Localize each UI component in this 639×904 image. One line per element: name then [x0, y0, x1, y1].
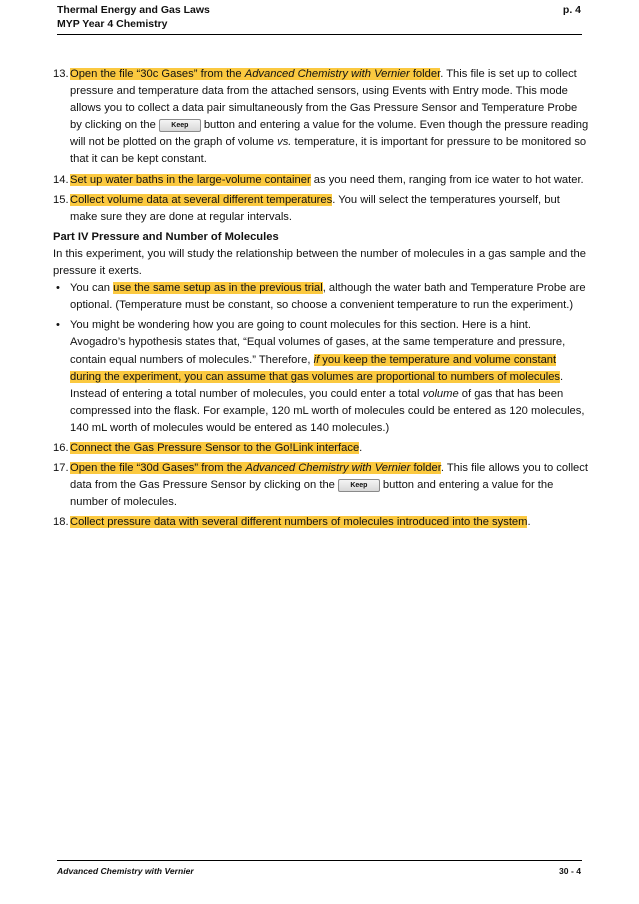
highlight: Collect pressure data with several different numbers of molecules introduced into the system [70, 516, 528, 529]
step-text: Collect volume data at several different temperatures. You will select the temperatures yourself, but make sure they are done at regular intervals. [70, 193, 560, 223]
intro-paragraph: In this experiment, you will study the relationship between the number of molecules in a gas sample and the pressure it exerts. [53, 247, 586, 278]
step-17 [53, 460, 589, 511]
bullet-item [53, 317, 589, 437]
step-number: 15. [53, 193, 69, 206]
keep-button-image: Keep [338, 479, 380, 492]
highlight: Set up water baths in the large-volume container [70, 173, 311, 186]
highlight: Connect the Gas Pressure Sensor to the Go!Link interface [70, 441, 360, 454]
step-15 [53, 192, 589, 226]
bullet-text: You can use the same setup as in the previous trial, although the water bath and Temperature Probe are optional. (Temperature must be constant, so choose a convenient temperature to run the experiment.) [70, 282, 586, 312]
step-number: 16. [53, 441, 69, 454]
step-number: 13. [53, 68, 69, 80]
step-13 [53, 66, 589, 169]
step-text: Open the file “30c Gases” from the Advanced Chemistry with Vernier folder. This file is set up to collect pressure and temperature data from the attached sensors, using Events with Entry mode. This mode allows you to collect a data pair simultaneously from the Gas Pressure Sensor and Temperature Probe by clicking on the Keep button and entering a value for the volume. Even though the pressure reading will not be plotted on the graph of volume vs. temperature, it is important for pressure to be monitored so that it can be kept constant. [70, 68, 589, 166]
step-14 [53, 172, 589, 189]
header-page-number: p. 4 [562, 4, 581, 16]
bullet-item [53, 280, 589, 314]
bullet-icon: • [56, 282, 60, 295]
step-text: Collect pressure data with several different numbers of molecules introduced into the system. [70, 516, 531, 529]
footer-rule [57, 860, 582, 861]
step-text: Open the file “30d Gases” from the Advanced Chemistry with Vernier folder. This file allows you to collect data from the Gas Pressure Sensor by clicking on the Keep button and entering a value for the number of molecules. [70, 462, 588, 509]
step-number: 17. [53, 462, 69, 475]
header-course: MYP Year 4 Chemistry [57, 18, 168, 30]
step-number: 14. [53, 173, 69, 186]
header-rule [57, 34, 582, 35]
highlight: Open the file “30d Gases” from the Advanced Chemistry with Vernier folder [70, 462, 441, 475]
footer-page-number: 30 - 4 [559, 866, 581, 876]
bullet-icon: • [56, 319, 60, 332]
part-heading: Part IV Pressure and Number of Molecules [53, 230, 279, 243]
step-18 [53, 514, 589, 531]
highlight: Open the file “30c Gases” from the Advanced Chemistry with Vernier folder [70, 68, 441, 80]
highlight: if you keep the temperature and volume constant during the experiment, you can assume that gas volumes are proportional to numbers of molecules [70, 353, 561, 383]
document-body [53, 66, 589, 534]
footer-book-title: Advanced Chemistry with Vernier [57, 866, 194, 876]
highlight: use the same setup as in the previous trial [113, 282, 323, 295]
step-number: 18. [53, 516, 69, 529]
step-text: Connect the Gas Pressure Sensor to the Go!Link interface. [70, 441, 363, 454]
highlight: Collect volume data at several different temperatures [70, 193, 333, 206]
bullet-text: You might be wondering how you are going to count molecules for this section. Here is a hint. Avogadro’s hypothesis states that, “Equal volumes of gases, at the same temperature and pressure, contain equal numbers of molecules.” Therefore, if you keep the temperature and volume constant during the experiment, you can assume that gas volumes are proportional to numbers of molecules. Instead of entering a total number of molecules, you could enter a total volume of gas that has been compressed into the flask. For example, 120 mL worth of molecules could be entered as 120 molecules, 140 mL worth of molecules would be entered as 140 molecules.) [70, 319, 585, 434]
step-text: Set up water baths in the large-volume container as you need them, ranging from ice water to hot water. [70, 173, 584, 186]
keep-button-image: Keep [159, 119, 201, 132]
step-16 [53, 440, 589, 457]
header-title: Thermal Energy and Gas Laws [57, 4, 210, 16]
